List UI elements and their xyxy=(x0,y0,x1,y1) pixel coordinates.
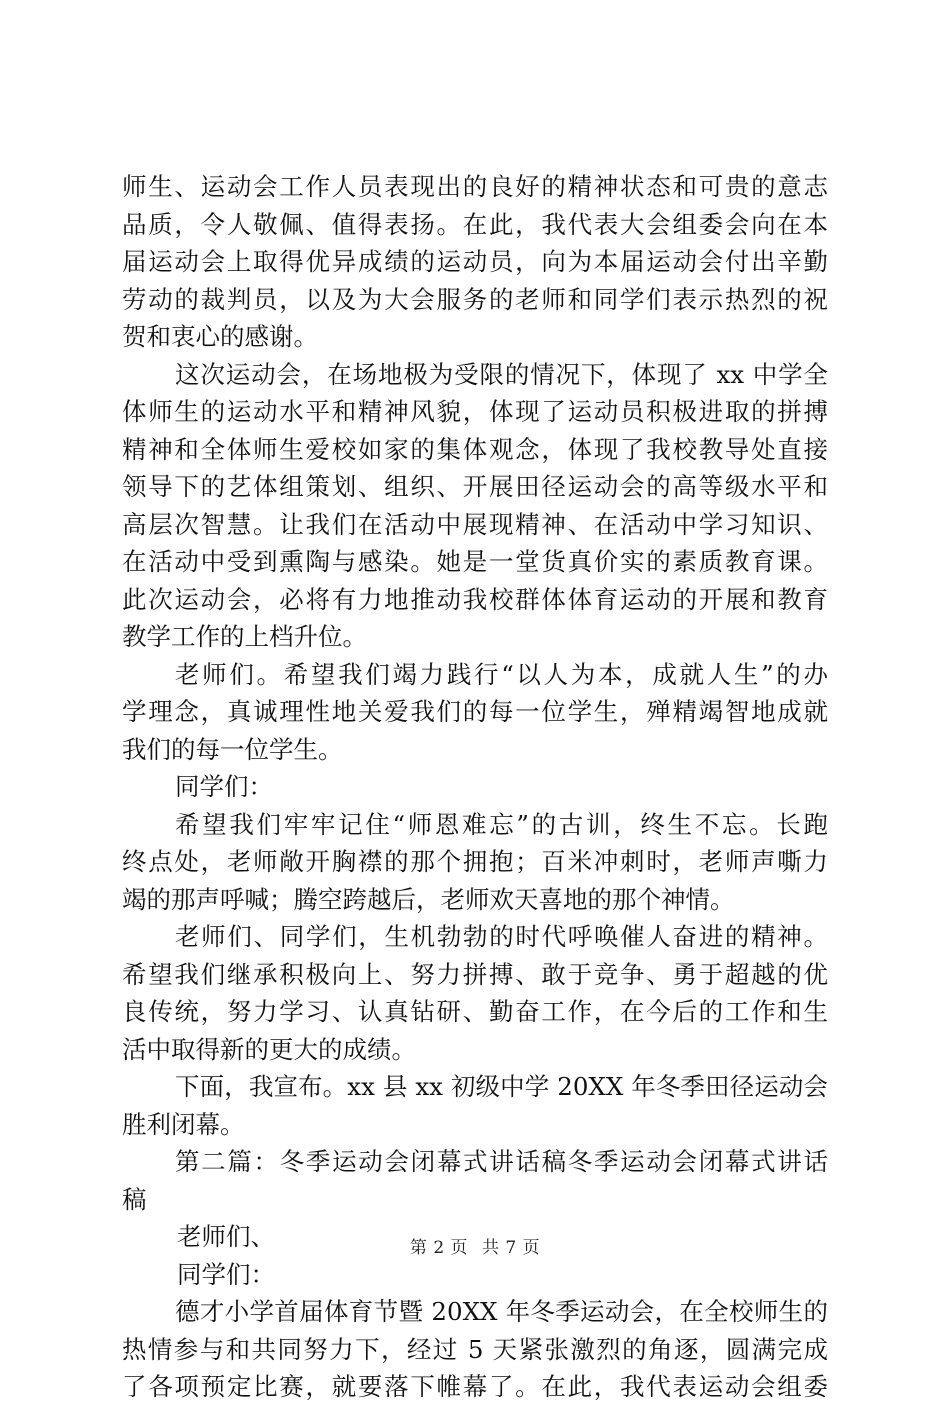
text-line: 这次运动会，在场地极为受限的情况下，体现了 xx 中学全 xyxy=(175,359,828,389)
text-line: 希望我们牢牢记住“师恩难忘”的古训，终生不忘。长跑 xyxy=(175,809,828,839)
text-line: 高层次智慧。让我们在活动中展现精神、在活动中学习知识、 xyxy=(122,509,828,539)
text-line: 热情参与和共同努力下，经过 5 天紧张激烈的角逐，圆满完成 xyxy=(122,1334,828,1364)
text-line: 劳动的裁判员，以及为大会服务的老师和同学们表示热烈的祝 xyxy=(122,284,828,314)
text-line: 下面，我宣布。xx 县 xx 初级中学 20XX 年冬季田径运动会 xyxy=(175,1072,828,1101)
text-line: 品质，令人敬佩、值得表扬。在此，我代表大会组委会向在本 xyxy=(122,209,828,239)
section-heading-line: 第二篇：冬季运动会闭幕式讲话稿冬季运动会闭幕式讲话 xyxy=(175,1147,828,1176)
text-line: 领导下的艺体组策划、组织、开展田径运动会的高等级水平和 xyxy=(122,472,828,501)
text-line: 在活动中受到熏陶与感染。她是一堂货真价实的素质教育课。 xyxy=(122,547,828,576)
text-line: 我们的每一位学生。 xyxy=(122,734,343,764)
text-line: 体师生的运动水平和精神风貌，体现了运动员积极进取的拼搏 xyxy=(122,397,828,426)
text-line: 胜利闭幕。 xyxy=(122,1109,245,1139)
text-line: 老师们。希望我们竭力践行“以人为本，成就人生”的办 xyxy=(175,659,828,689)
text-line: 活中取得新的更大的成绩。 xyxy=(122,1034,416,1064)
page-total: 共 7 页 xyxy=(481,1238,541,1258)
text-line: 同学们： xyxy=(177,1259,275,1289)
text-line: 同学们： xyxy=(175,772,273,801)
text-line: 此次运动会，必将有力地推动我校群体体育运动的开展和教育 xyxy=(122,584,828,614)
page-number: 第 2 页 xyxy=(409,1238,469,1258)
text-line: 德才小学首届体育节暨 20XX 年冬季运动会，在全校师生的 xyxy=(175,1297,828,1326)
text-line: 老师们、同学们，生机勃勃的时代呼唤催人奋进的精神。 xyxy=(175,922,828,951)
text-line: 老师们、 xyxy=(177,1222,275,1251)
document-body xyxy=(122,168,828,1406)
text-line: 竭的那声呼喊；腾空跨越后，老师欢天喜地的那个神情。 xyxy=(122,884,735,914)
text-line: 届运动会上取得优异成绩的运动员，向为本届运动会付出辛勤 xyxy=(122,247,828,276)
text-line: 学理念，真诚理性地关爱我们的每一位学生，殚精竭智地成就 xyxy=(122,697,828,726)
text-line: 师生、运动会工作人员表现出的良好的精神状态和可贵的意志 xyxy=(122,172,828,201)
text-line: 教学工作的上档升位。 xyxy=(122,622,367,651)
page-footer xyxy=(0,1236,950,1260)
text-line: 精神和全体师生爱校如家的集体观念，体现了我校教导处直接 xyxy=(122,434,828,464)
text-line: 终点处，老师敞开胸襟的那个拥抱；百米冲刺时，老师声嘶力 xyxy=(122,847,828,876)
section-heading-line: 稿 xyxy=(122,1184,147,1214)
text-line: 良传统，努力学习、认真钻研、勤奋工作，在今后的工作和生 xyxy=(122,997,828,1026)
text-line: 了各项预定比赛，就要落下帷幕了。在此，我代表运动会组委 xyxy=(122,1372,828,1401)
text-line: 希望我们继承积极向上、努力拼搏、敢于竞争、勇于超越的优 xyxy=(122,959,828,989)
text-line: 贺和衷心的感谢。 xyxy=(122,322,318,351)
